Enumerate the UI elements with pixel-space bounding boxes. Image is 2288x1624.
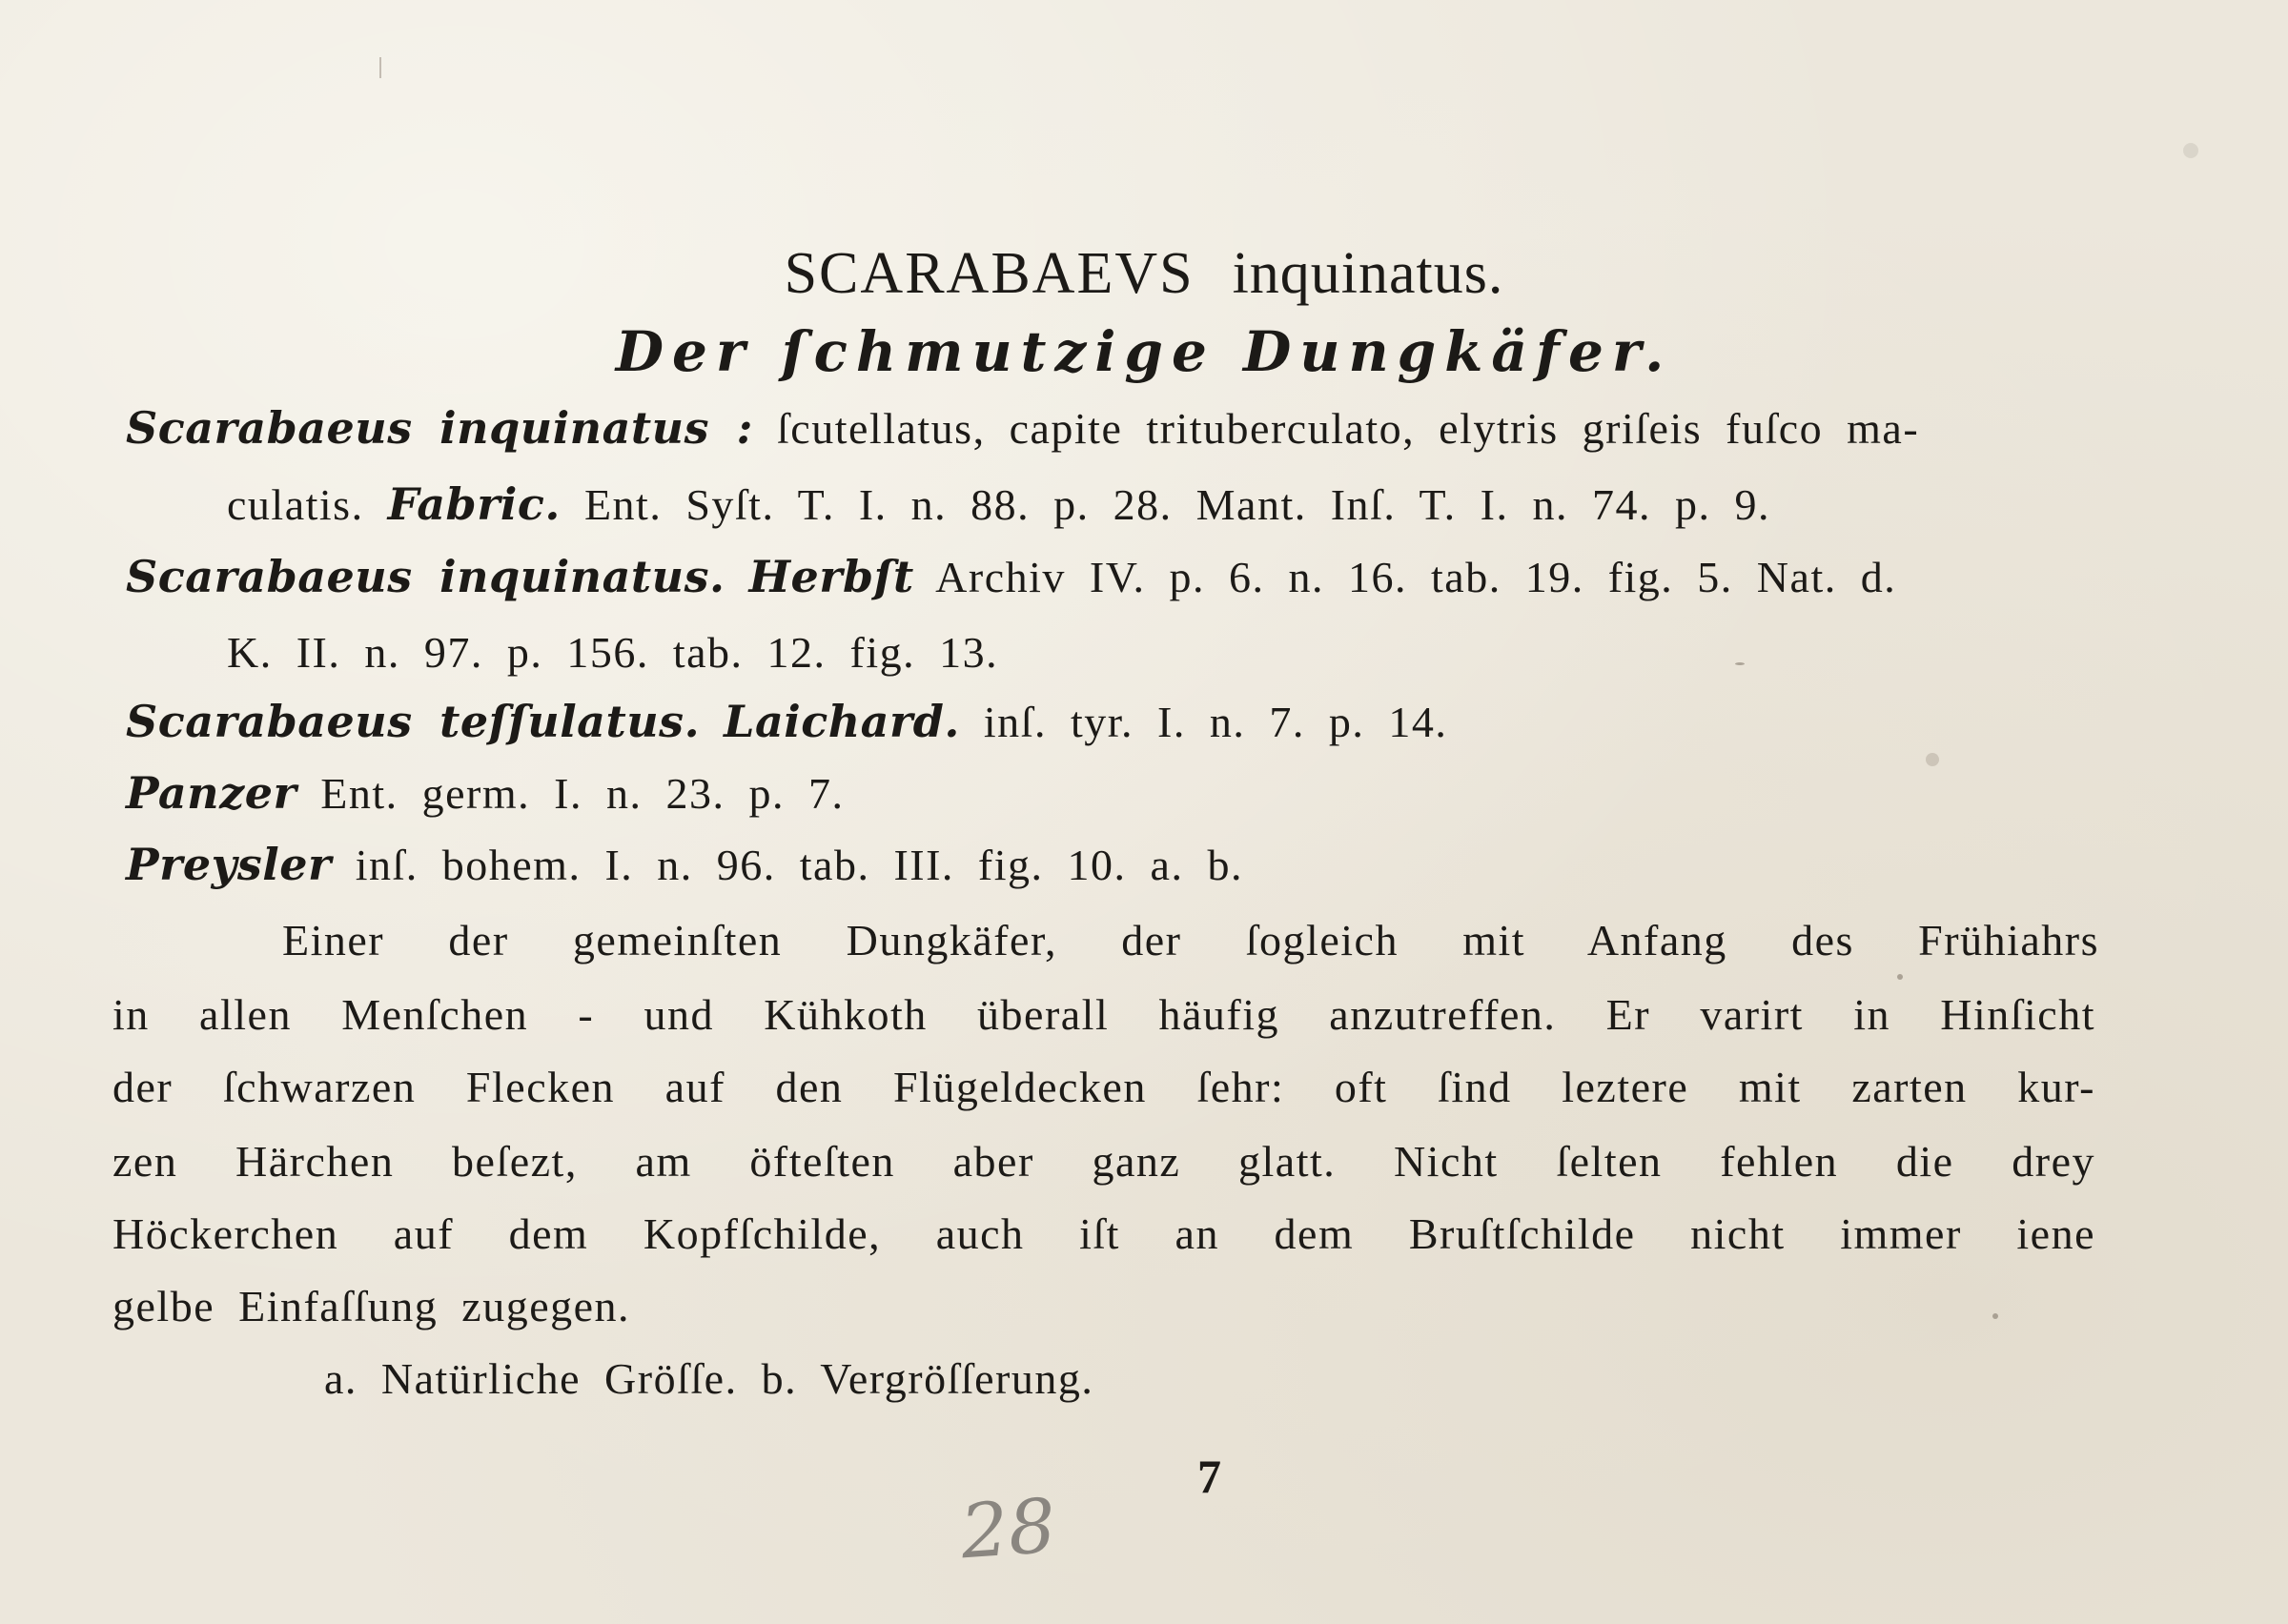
- synonym-text: Ent. Syſt. T. I. n. 88. p. 28. Mant. Inſ. T. I. n. 74. p. 9.: [583, 480, 1771, 529]
- synonym-line: [126, 402, 1919, 454]
- synonym-text: Ent. germ. I. n. 23. p. 7.: [320, 769, 845, 818]
- synonym-prefix: culatis.: [227, 480, 364, 529]
- synonym-text: inſ. bohem. I. n. 96. tab. III. fig. 10. a. b.: [355, 841, 1243, 889]
- german-common-name: Der ſchmutzige Dungkäfer.: [615, 319, 1673, 384]
- synonym-line: [126, 696, 1447, 747]
- synonym-line: [126, 839, 1243, 890]
- synonym-name: Scarabaeus inquinatus.: [126, 551, 725, 602]
- paper-speck: [1926, 753, 1939, 766]
- description-line: gelbe Einfaſſung zugegen.: [112, 1282, 631, 1330]
- paper-speck: [1735, 662, 1745, 665]
- species-epithet: inquinatus.: [1232, 241, 1504, 306]
- synonym-author: Preysler: [126, 839, 332, 890]
- synonym-text: K. II. n. 97. p. 156. tab. 12. fig. 13.: [227, 628, 999, 677]
- synonym-text: ſcutellatus, capite trituberculato, elytris griſeis fuſco ma-: [777, 404, 1920, 453]
- page-number: 7: [1197, 1450, 1221, 1503]
- synonym-name: Scarabaeus teſſulatus.: [126, 696, 701, 747]
- synonym-text: Archiv IV. p. 6. n. 16. tab. 19. fig. 5. Nat. d.: [935, 553, 1897, 601]
- species-title: [0, 240, 2288, 308]
- description-line: der ſchwarzen Flecken auf den Flügeldecken ſehr: oft ſind leztere mit zarten kur-: [112, 1063, 2095, 1111]
- synonym-author: Fabric.: [387, 478, 561, 530]
- description-line: zen Härchen beſezt, am öfteſten aber ganz glatt. Nicht ſelten fehlen die drey: [112, 1137, 2095, 1186]
- synonym-line: [126, 767, 844, 819]
- synonym-text: inſ. tyr. I. n. 7. p. 14.: [983, 698, 1448, 746]
- synonym-line: [227, 478, 1770, 530]
- synonym-author: Laichard.: [724, 696, 960, 747]
- paper-speck: [1992, 1313, 1998, 1319]
- synonym-name: Scarabaeus inquinatus :: [126, 402, 754, 454]
- paper-speck: [1897, 974, 1903, 980]
- paper-speck: [2183, 143, 2198, 158]
- synonym-line: [126, 551, 1896, 602]
- synonym-line: [227, 627, 998, 678]
- paper-speck: [379, 57, 381, 78]
- description-line: in allen Menſchen - und Kühkoth überall häufig anzutreffen. Er varirt in Hinſicht: [112, 990, 2095, 1039]
- synonym-author: Panzer: [126, 767, 297, 819]
- synonym-author: Herbſt: [748, 551, 914, 602]
- figure-caption: a. Natürliche Gröſſe. b. Vergröſſerung.: [324, 1354, 1094, 1403]
- pencil-annotation: 28: [957, 1483, 1059, 1576]
- description-line: Einer der gemeinſten Dungkäfer, der ſogleich mit Anfang des Frühiahrs: [282, 916, 2099, 964]
- description-line: Höckerchen auf dem Kopfſchilde, auch iſt an dem Bruſtſchilde nicht immer iene: [112, 1209, 2095, 1258]
- genus-name: SCARABAEVS: [784, 241, 1195, 306]
